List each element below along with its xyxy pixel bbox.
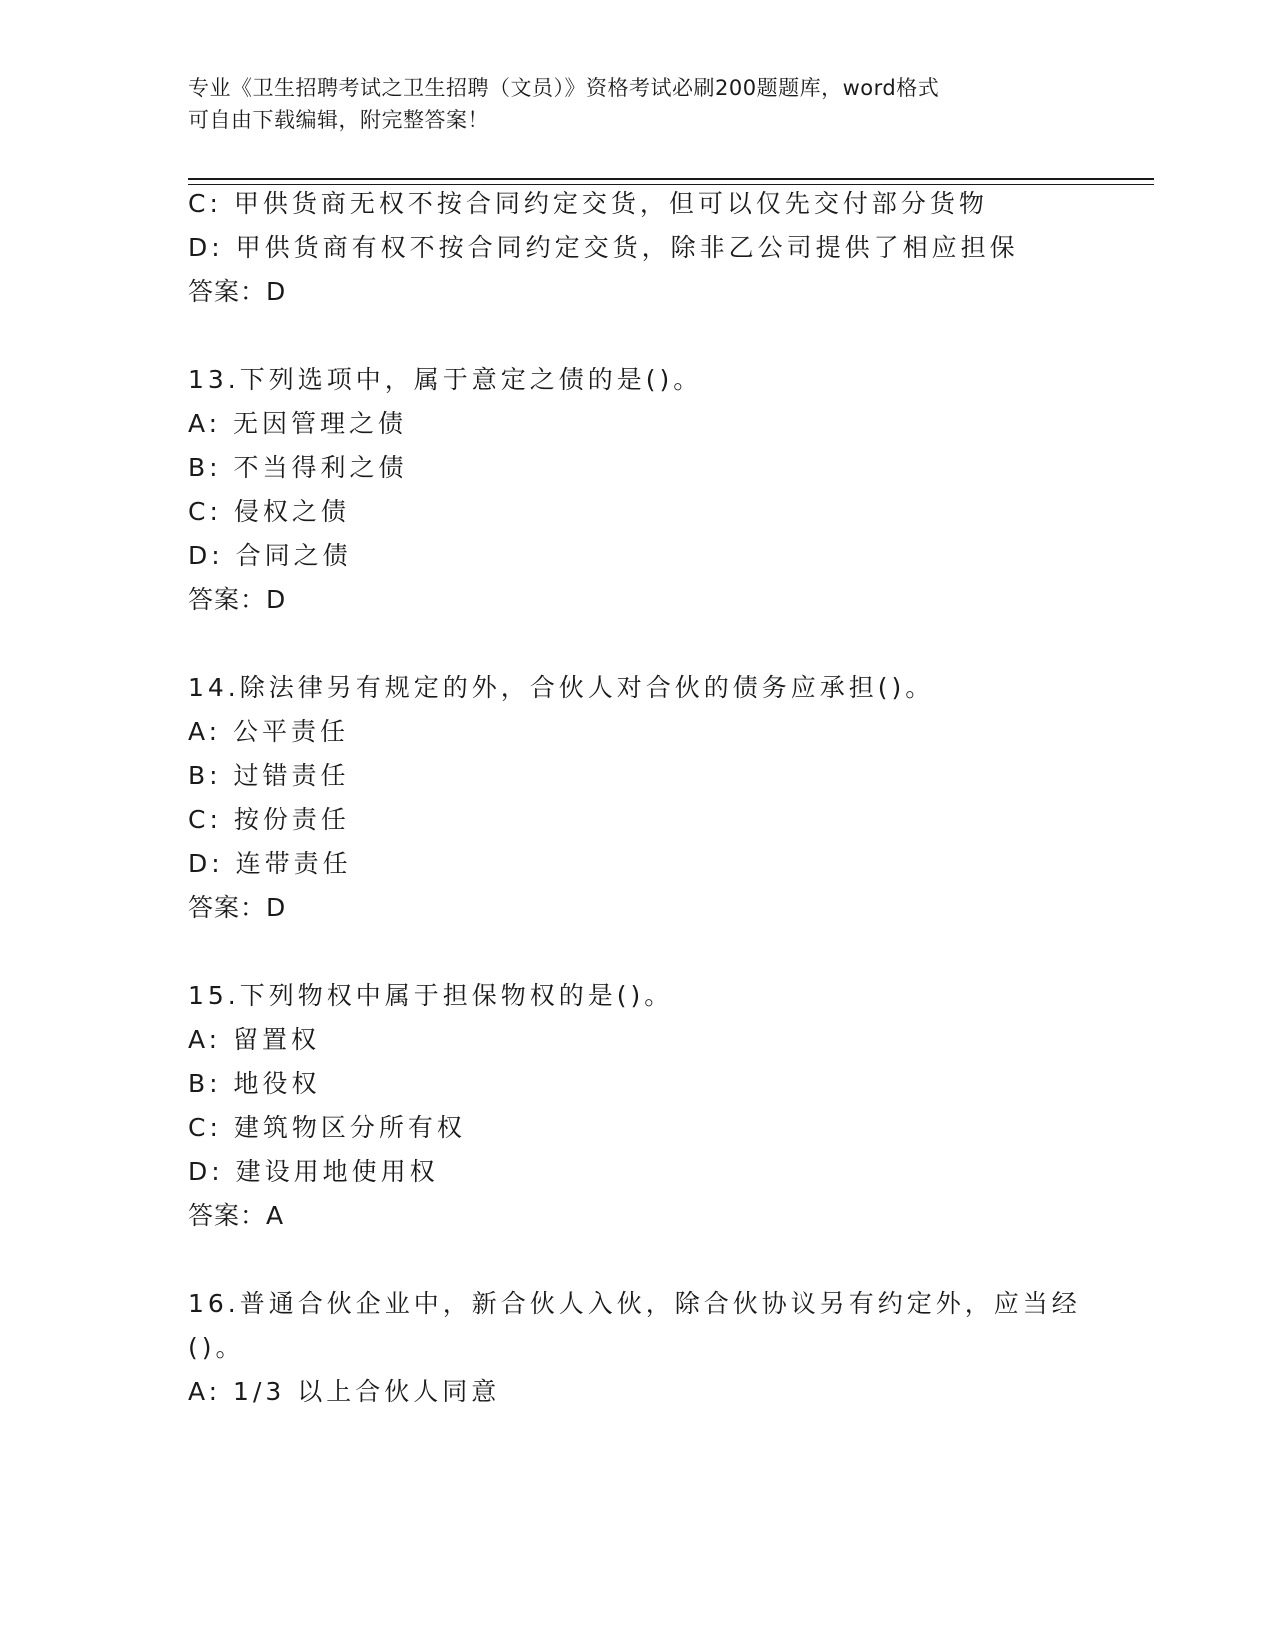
q14-option-a: A: 公平责任 [188, 717, 350, 746]
q12-option-c: C: 甲供货商无权不按合同约定交货，但可以仅先交付部分货物 [188, 189, 988, 218]
q14-question: 14.除法律另有规定的外，合伙人对合伙的债务应承担()。 [188, 673, 935, 702]
q15-option-c: C: 建筑物区分所有权 [188, 1113, 466, 1142]
header-line-1: 专业《卫生招聘考试之卫生招聘（文员）》资格考试必刷200题题库，word格式 [188, 76, 940, 100]
q13-option-a: A: 无因管理之债 [188, 409, 408, 438]
q14-option-d: D: 连带责任 [188, 849, 352, 878]
q16-question-line-2: ()。 [188, 1333, 245, 1362]
q15-option-d: D: 建设用地使用权 [188, 1157, 439, 1186]
q14-option-b: B: 过错责任 [188, 761, 350, 790]
q16-option-a: A: 1/3 以上合伙人同意 [188, 1377, 501, 1406]
document-header [188, 72, 1088, 136]
q13-option-b: B: 不当得利之债 [188, 453, 408, 482]
q13-answer: 答案：D [188, 585, 287, 614]
header-divider-thick [188, 178, 1154, 180]
q14-option-c: C: 按份责任 [188, 805, 350, 834]
q13-option-c: C: 侵权之债 [188, 497, 350, 526]
q15-answer: 答案：A [188, 1201, 285, 1230]
q13-option-d: D: 合同之债 [188, 541, 352, 570]
q14-answer: 答案：D [188, 893, 287, 922]
q12-option-d: D: 甲供货商有权不按合同约定交货，除非乙公司提供了相应担保 [188, 233, 1019, 262]
q15-option-b: B: 地役权 [188, 1069, 321, 1098]
q16-question-line-1: 16.普通合伙企业中，新合伙人入伙，除合伙协议另有约定外，应当经 [188, 1289, 1081, 1318]
q15-option-a: A: 留置权 [188, 1025, 321, 1054]
q13-question: 13.下列选项中，属于意定之债的是()。 [188, 365, 703, 394]
q15-question: 15.下列物权中属于担保物权的是()。 [188, 981, 674, 1010]
q12-answer: 答案：D [188, 277, 287, 306]
header-line-2: 可自由下载编辑，附完整答案！ [188, 108, 489, 132]
